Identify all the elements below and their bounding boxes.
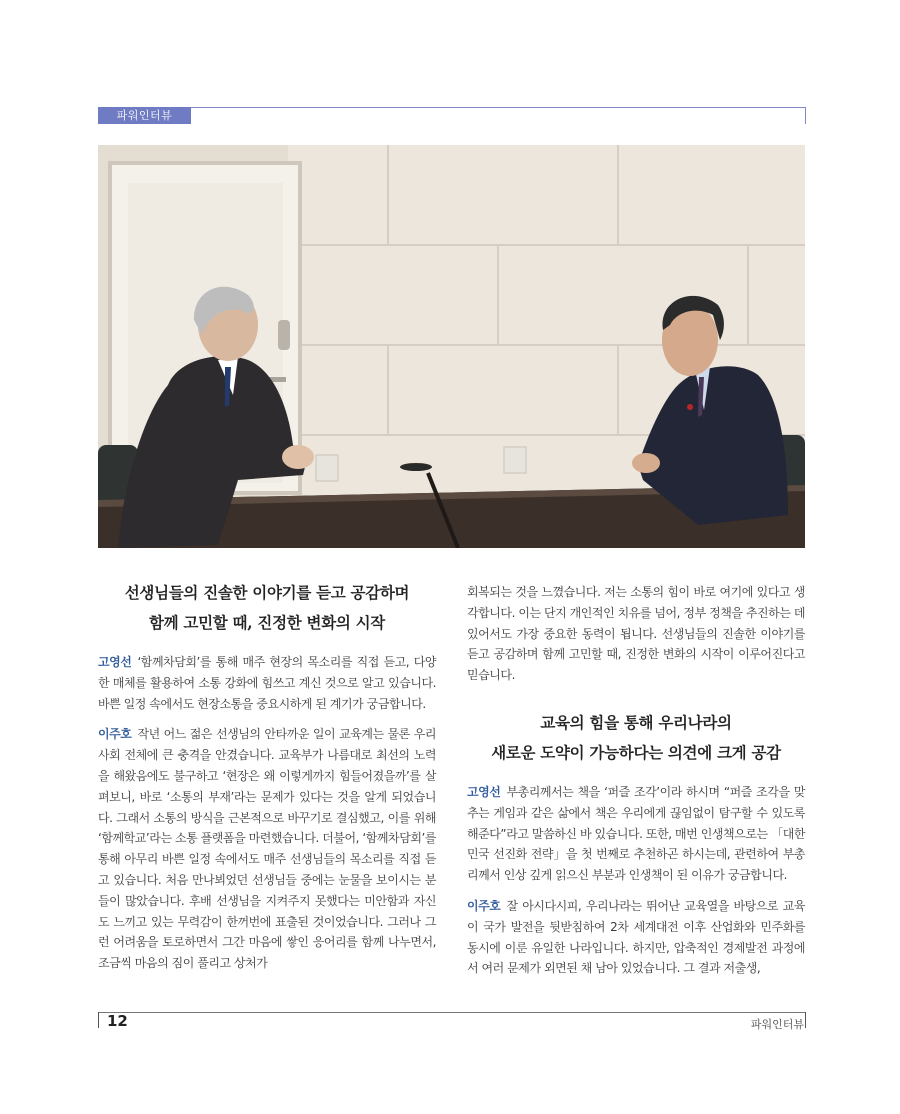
subheading-1 bbox=[98, 578, 436, 638]
section-tag: 파워인터뷰 bbox=[98, 107, 191, 124]
subheading-2-line-2: 새로운 도약이 가능하다는 의견에 크게 공감 bbox=[491, 742, 781, 762]
header-rule bbox=[191, 107, 805, 108]
answer-1-text: 작년 어느 젊은 선생님의 안타까운 일이 교육계는 물론 우리사회 전체에 큰 충격을 안겼습니다. 교육부가 나름대로 최선의 노력을 해왔음에도 불구하고 ‘현장은 왜 이렇게까지 힘들어졌을까’를 살펴보니, 바로 ‘소통의 부재’라는 문제가 있다는 것을 알게 되었습니다. 그래서 소통의 방식을 근본적으로 바꾸기로 결심했고, 이를 위해 ‘함께학교’라는 소통 플랫폼을 마련했습니다. 더불어, ‘함께차담회’를 통해 아무리 바쁜 일정 속에서도 매주 선생님들의 목소리를 직접 듣고 있습니다. 처음 만나뵈었던 선생님들 중에는 눈물을 보이시는 분들이 많았습니다. 후배 선생님을 지켜주지 못했다는 미안함과 자신도 느끼고 있는 무력감이 한꺼번에 표출된 것이었습니다. 그러나 그런 어려움을 토로하면서 그간 마음에 쌓인 응어리를 함께 나누면서, 조금씩 마음의 짐이 풀리고 상처가 bbox=[98, 727, 436, 971]
footer-rule-start bbox=[98, 1012, 99, 1028]
subheading-2-line-1: 교육의 힘을 통해 우리나라의 bbox=[540, 712, 732, 732]
interviewer-name: 고영선 bbox=[467, 784, 501, 799]
interviewer-name: 고영선 bbox=[98, 655, 132, 669]
answer-2 bbox=[467, 896, 805, 979]
footer-rule-end bbox=[805, 1012, 806, 1028]
footer-rule bbox=[98, 1012, 805, 1013]
answer-1-continued: 회복되는 것을 느꼈습니다. 저는 소통의 힘이 바로 여기에 있다고 생각합니다. 이는 단지 개인적인 치유를 넘어, 정부 정책을 추진하는 데 있어서도 가장 중요한 동력이 됩니다. 선생님들의 진솔한 이야기를 듣고 공감하며 함께 고민할 때, 진정한 변화의 시작이 이루어진다고 믿습니다. bbox=[467, 585, 805, 683]
header-rule-end bbox=[805, 107, 806, 124]
answer-2-text: 잘 아시다시피, 우리나라는 뛰어난 교육열을 바탕으로 교육이 국가 발전을 뒷받침하여 2차 세계대전 이후 산업화와 민주화를 동시에 이룬 유일한 나라입니다. 하지만, 압축적인 경제발전 과정에서 여러 문제가 외면된 채 남아 있었습니다. 그 결과 저출생, bbox=[467, 898, 805, 976]
left-column bbox=[98, 578, 436, 974]
subheading-2 bbox=[467, 708, 805, 768]
question-1-text: ‘함께차담회’를 통해 매주 현장의 목소리를 직접 듣고, 다양한 매체를 활용하여 소통 강화에 힘쓰고 계신 것으로 알고 있습니다. 바쁜 일정 속에서도 현장소통을 중요시하게 된 계기가 궁금합니다. bbox=[98, 655, 436, 711]
question-2 bbox=[467, 782, 805, 886]
question-1 bbox=[98, 652, 436, 714]
interviewee-name: 이주호 bbox=[98, 727, 132, 742]
interviewee-name: 이주호 bbox=[467, 898, 501, 913]
page-number: 12 bbox=[107, 1012, 128, 1030]
interview-photo bbox=[98, 145, 805, 548]
question-2-text: 부총리께서는 책을 ‘퍼즐 조각’이라 하시며 “퍼즐 조각을 맞추는 게임과 같은 삶에서 책은 우리에게 끊임없이 탐구할 수 있도록 해준다”라고 말씀하신 바 있습니다. 또한, 매번 인생책으로는 「대한민국 선진화 전략」을 첫 번째로 추천하곤 하시는데, 관련하여 부총리께서 인상 깊게 읽으신 부분과 인생책이 된 이유가 궁금합니다. bbox=[467, 784, 805, 883]
subheading-1-line-1: 선생님들의 진솔한 이야기를 듣고 공감하며 bbox=[124, 583, 410, 602]
right-column bbox=[467, 582, 805, 979]
publication-name: 파워인터뷰 bbox=[750, 1018, 804, 1031]
subheading-1-line-2: 함께 고민할 때, 진정한 변화의 시작 bbox=[148, 613, 385, 632]
answer-1 bbox=[98, 724, 436, 974]
